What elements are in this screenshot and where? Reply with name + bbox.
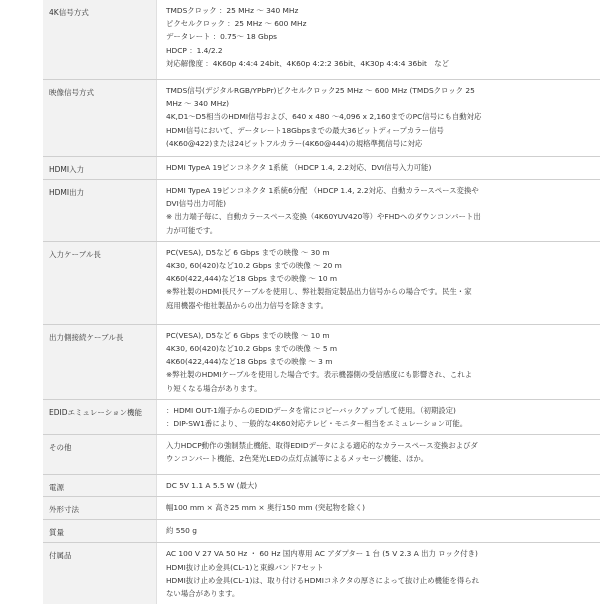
spec-value-line: 幅100 mm × 高さ25 mm × 奥行150 mm (突起物を除く)	[166, 503, 366, 513]
spec-value	[157, 497, 600, 519]
spec-value	[157, 0, 600, 79]
spec-value-line: ：HDMI OUT-1端子からのEDIDデータを常にコピーバックアップして使用。（初期設定)	[166, 405, 456, 415]
spec-value-line: 4K30, 60(420)など10.2 Gbps までの映像 ～ 20 m	[166, 261, 342, 271]
spec-label: 出力側接続ケーブル長	[43, 325, 157, 399]
spec-row	[43, 324, 600, 399]
spec-value-line: AC 100 V 27 VA 50 Hz ・ 60 Hz 国内専用 AC アダプター 1 台 (5 V 2.3 A 出力 ロック付き)	[166, 549, 478, 559]
spec-value-line: 4K60(422,444)など18 Gbps までの映像 ～ 10 m	[166, 274, 338, 284]
spec-label: 入力ケーブル長	[43, 242, 157, 324]
spec-row	[43, 0, 600, 79]
spec-value	[157, 520, 600, 542]
spec-value-line: 約 550 g	[166, 526, 197, 536]
spec-value-line: HDMI抜け止め金具(CL-1)は、取り付けるHDMIコネクタの厚さによって抜け止め機能を得られ	[166, 575, 480, 585]
spec-value-line: ※弊社製のHDMIケーブルを使用した場合です。表示機器側の受信感度にも影響され、これよ	[166, 370, 473, 380]
spec-label: 電源	[43, 475, 157, 496]
spec-value	[157, 242, 600, 324]
spec-value-line: HDCP ：1.4/2.2	[166, 45, 223, 55]
spec-value-line: PC(VESA), D5など 6 Gbps までの映像 ～ 30 m	[166, 247, 330, 257]
spec-value-line: DVI信号出力可能)	[166, 199, 227, 209]
spec-row	[43, 79, 600, 156]
spec-value	[157, 157, 600, 179]
spec-value	[157, 543, 600, 604]
spec-label: 4K信号方式	[43, 0, 157, 79]
spec-value-line: HDMI TypeA 19ピンコネクタ 1系統 （HDCP 1.4, 2.2対応、DVI信号入力可能)	[166, 163, 432, 172]
spec-label: 外形寸法	[43, 497, 157, 519]
spec-value-line: 入力HDCP動作の強制禁止機能、取得EDIDデータによる適応的なカラースペース変換およびダ	[166, 441, 478, 451]
spec-label: HDMI出力	[43, 180, 157, 241]
spec-value-line: MHz ～ 340 MHz)	[166, 99, 230, 109]
spec-value-line: 4K60(422,444)など18 Gbps までの映像 ～ 3 m	[166, 357, 333, 367]
spec-value-line: ピクセルクロック ：25 MHz ～ 600 MHz	[166, 19, 307, 29]
spec-value-line: TMDSクロック ：25 MHz ～ 340 MHz	[166, 6, 299, 15]
spec-row	[43, 399, 600, 434]
spec-value-line: HDMI信号において、データレート18Gbpsまでの最大36ビットディープカラー信号	[166, 125, 444, 135]
spec-value	[157, 180, 600, 241]
spec-value-line: データレート ：0.75～ 18 Gbps	[166, 32, 277, 42]
spec-value-line: り短くなる場合があります。	[166, 383, 262, 393]
spec-value-line: ウンコンバート機能、2色発光LEDの点灯点滅等によるメッセージ機能、ほか。	[166, 454, 429, 464]
spec-value	[157, 400, 600, 434]
spec-value-line: TMDS信号(デジタルRGB/YPbPr)ピクセルクロック25 MHz ～ 600 MHz (TMDSクロック 25	[166, 86, 475, 95]
spec-value-line: 4K,D1～D5相当のHDMI信号および、640 x 480 ～4,096 x 2,160までのPC信号にも自動対応	[166, 112, 482, 122]
spec-value	[157, 435, 600, 474]
spec-value-line: (4K60@422)または24ビットフルカラー(4K60@444)の規格準拠信号に対応	[166, 138, 423, 148]
spec-table	[43, 0, 600, 604]
spec-value-line: ※ 出力端子毎に、自動カラースペース変換（4K60YUV420等）やFHDへのダウンコンバート出	[166, 212, 481, 222]
spec-value-line: ない場合があります。	[166, 589, 240, 599]
spec-label: HDMI入力	[43, 157, 157, 179]
spec-label: 付属品	[43, 543, 157, 604]
spec-row	[43, 474, 600, 496]
spec-label: その他	[43, 435, 157, 474]
spec-value-line: ：DIP-SW1番により、一般的な4K60対応テレビ・モニター相当をエミュレーション可能。	[166, 419, 468, 429]
spec-value-line: 庭用機器や他社製品からの出力信号を除きます。	[166, 300, 329, 310]
spec-value	[157, 475, 600, 496]
spec-row	[43, 241, 600, 324]
spec-label: 質量	[43, 520, 157, 542]
spec-row	[43, 434, 600, 474]
spec-row	[43, 542, 600, 604]
spec-row	[43, 496, 600, 519]
spec-value-line: HDMI抜け止め金具(CL-1)と束線バンド7セット	[166, 562, 324, 572]
spec-value-line: HDMI TypeA 19ピンコネクタ 1系統6分配 （HDCP 1.4, 2.2対応、自動カラースペース変換や	[166, 186, 479, 195]
spec-value-line: DC 5V 1.1 A 5.5 W (最大)	[166, 481, 258, 491]
spec-label: 映像信号方式	[43, 80, 157, 156]
spec-row	[43, 519, 600, 542]
spec-value-line: PC(VESA), D5など 6 Gbps までの映像 ～ 10 m	[166, 330, 330, 340]
spec-value	[157, 80, 600, 156]
spec-value-line: 4K30, 60(420)など10.2 Gbps までの映像 ～ 5 m	[166, 344, 338, 354]
spec-value-line: ※弊社製のHDMI長尺ケーブルを使用し、弊社製指定製品出力信号からの場合です。民生・家	[166, 287, 472, 297]
spec-row	[43, 179, 600, 241]
spec-value-line: 対応解像度 ：4K60p 4:4:4 24bit、4K60p 4:2:2 36bit、4K30p 4:4:4 36bit など	[166, 58, 450, 68]
spec-value	[157, 325, 600, 399]
spec-label: EDIDエミュレーション機能	[43, 400, 157, 434]
spec-value-line: 力が可能です。	[166, 225, 218, 235]
spec-row	[43, 156, 600, 179]
